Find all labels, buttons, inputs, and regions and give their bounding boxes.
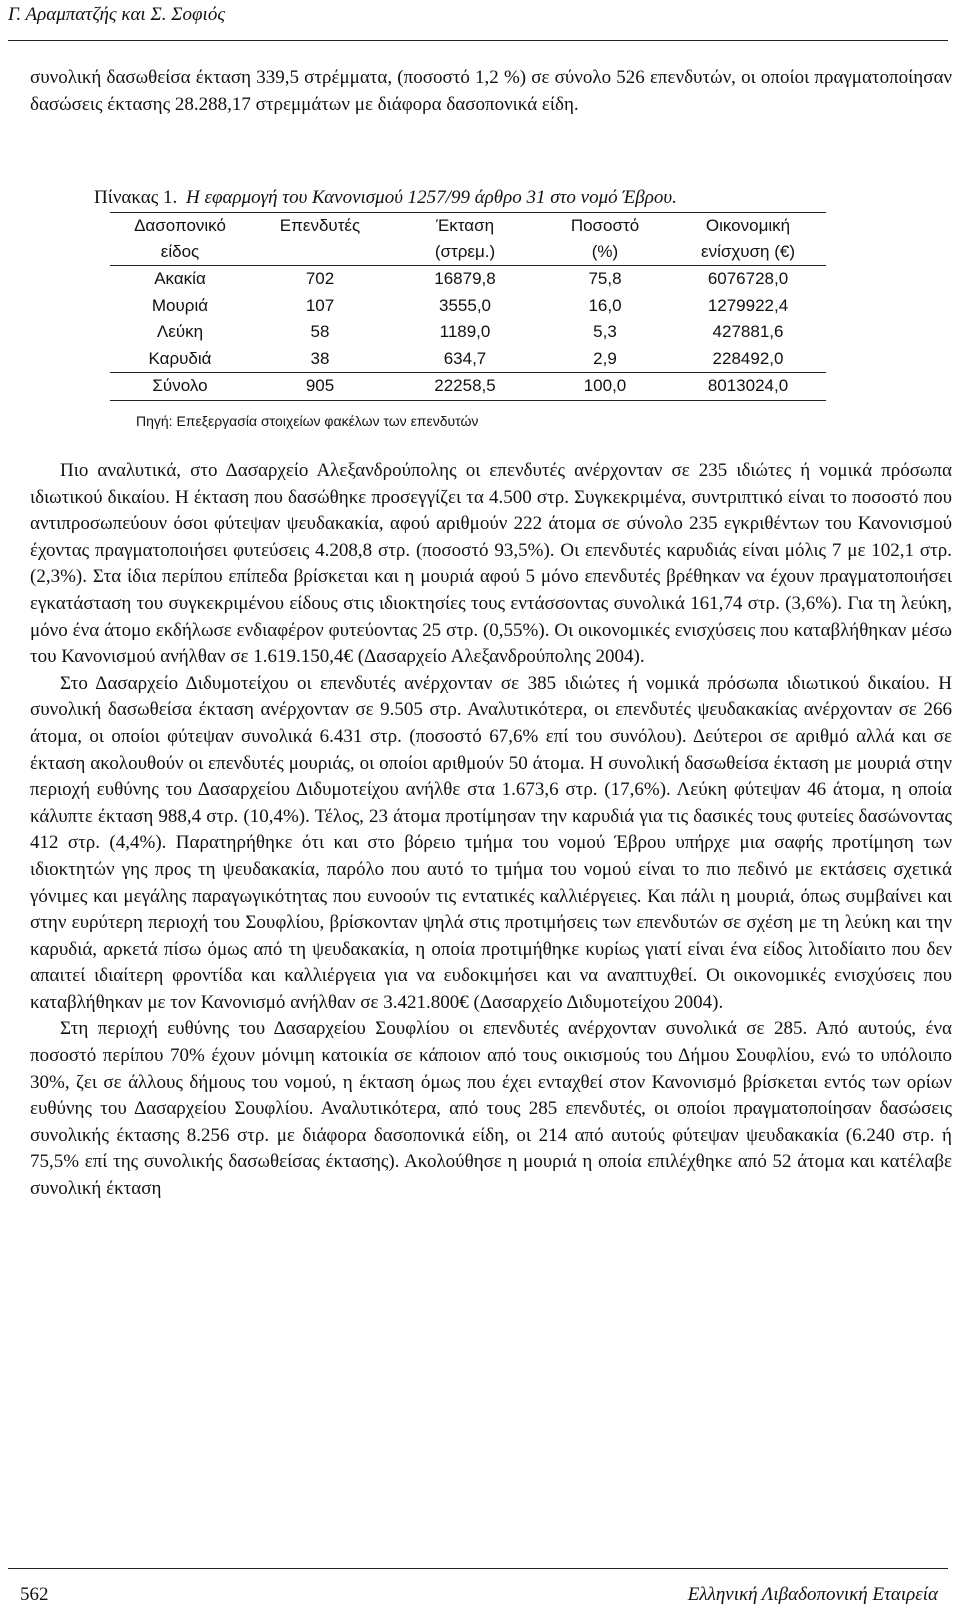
- footer-rule: [8, 1568, 948, 1569]
- table-cell: 16,0: [588, 295, 622, 315]
- table-cell: 75,8: [588, 269, 622, 288]
- column-header-species: Δασοπονικό είδος: [110, 213, 250, 266]
- table-cell: 2,9: [593, 348, 617, 368]
- table-cell: Καρυδιά: [148, 348, 212, 368]
- column-header-percent: Ποσοστό (%): [540, 213, 670, 266]
- table-caption-title: Η εφαρμογή του Κανονισμού 1257/99 άρθρο 31 στο νομό Έβρου.: [186, 187, 677, 208]
- body-text: [30, 458, 952, 1203]
- table-cell: Σύνολο: [110, 373, 250, 401]
- table-cell: 8013024,0: [670, 373, 826, 401]
- table-row: [110, 319, 826, 346]
- data-table: [110, 212, 826, 401]
- body-paragraph: Στο Δασαρχείο Διδυμοτείχου οι επενδυτές ανέρχονταν σε 385 ιδιώτες ή νομικά πρόσωπα ιδιωτικού δικαίου. Η συνολική δασωθείσα έκταση ανέρχονταν σε 9.505 στρ. Αναλυτικότερα, οι επενδυτές ψευδακακίας ανέρχονταν σε 266 άτομα, οι οποίοι φύτεψαν συνολικά 6.431 στρ. (ποσοστό 67,6% επί του συνόλου). Δεύτεροι σε αριθμό αλλά και σε έκταση ακολουθούν οι επενδυτές μουριάς, οι οποίοι αριθμούν 50 άτομα. Η συνολική δασωθείσα έκταση με μουριά στην περιοχή ευθύνης του Δασαρχείου Διδυμοτείχου ανήλθε στα 1.673,6 στρ. (17,6%). Λεύκη φύτεψαν 46 άτομα, η οποία κάλυπτε έκταση 988,4 στρ. (10,4%). Τέλος, 23 άτομα προτίμησαν την καρυδιά για τις δασικές τους φυτείες δασώνοντας 412 στρ. (4,4%). Παρατηρήθηκε ότι και στο βόρειο τμήμα του νομού Έβρου υπήρχε μια σαφής προτίμηση των ιδιοκτητών γης προς τη ψευδακακία, παρόλο που αυτό το τμήμα του νομού είναι το πιο πεδινό με εκτάσεις σχετικά γόνιμες και μεγάλης παραγωγικότητας που ευνοούν τις εντατικές καλλιέργειες. Και πάλι η μουριά, όπως συμβαίνει και στην ευρύτερη περιοχή του Σουφλίου, βρίσκονταν ψηλά στις προτιμήσεις των επενδυτών σε σχέση με τη λεύκη και την καρυδιά, αρκετά πίσω όμως από τη ψευδακακία, η οποία προτιμήθηκε κυρίως γιατί είναι ένα είδος λιτοδίαιτο που δεν απαιτεί ιδιαίτερη φροντίδα και καλλιέργεια για να ευδοκιμήσει και να αναπτυχθεί. Οι οικονομικές ενισχύσεις που καταβλήθηκαν με τον Κανονισμό ανήλθαν σε 3.421.800€ (Δασαρχείο Διδυμοτείχου 2004).: [30, 672, 952, 1013]
- table-cell: 5,3: [593, 322, 617, 341]
- body-paragraph: Στη περιοχή ευθύνης του Δασαρχείου Σουφλίου οι επενδυτές ανέρχονταν συνολικά σε 285. Από αυτούς, ένα ποσοστό περίπου 70% έχουν μόνιμη κατοικία σε κάποιον από τους οικισμούς του Δήμου Σουφλίου, ενώ το υπόλοιπο 30%, ζει σε άλλους δήμους του νομού, η έκταση όμως που έχει ενταχθεί στον Κανονισμό βρίσκεται εντός των ορίων ευθύνης του Δασαρχείου Σουφλίου. Αναλυτικότερα, από τους 285 επενδυτές, οι οποίοι πραγματοποίησαν δασώσεις συνολικής έκτασης 8.256 στρ. με διάφορα δασοπονικά είδη, οι 214 από αυτούς φύτεψαν ψευδακακία (6.240 στρ. ή 75,5% επί της συνολικής δασωθείσας έκτασης). Ακολούθησε η μουριά η οποία επιλέχθηκε από 52 άτομα και κατέλαβε συνολική έκταση: [30, 1018, 952, 1200]
- table-cell: 107: [305, 295, 335, 315]
- column-header-subsidy: Οικονομική ενίσχυση (€): [670, 213, 826, 266]
- table-source-note: Πηγή: Επεξεργασία στοιχείων φακέλων των επενδυτών: [136, 413, 479, 429]
- table-total-row: [110, 373, 826, 401]
- table-row: [110, 266, 826, 293]
- column-header-investors: Επενδυτές: [250, 213, 390, 266]
- body-paragraph: Πιο αναλυτικά, στο Δασαρχείο Αλεξανδρούπολης οι επενδυτές ανέρχονταν σε 235 ιδιώτες ή νομικά πρόσωπα ιδιωτικού δικαίου. Η έκταση που δασώθηκε προσεγγίζει τα 4.500 στρ. Συγκεκριμένα, συντριπτικό είναι το ποσοστό που αντιπροσωπεύουν όσοι φύτεψαν ψευδακακία, αφού αριθμούν 222 άτομα σε σύνολο 235 εγκριθέντων του Κανονισμού έχοντας πραγματοποιήσει φυτεύσεις 4.208,8 στρ. (ποσοστό 93,5%). Οι επενδυτές καρυδιάς είναι μόλις 7 με 102,1 στρ. (2,3%). Στα ίδια περίπου επίπεδα βρίσκεται και η μουριά αφού 5 μόνο επενδυτές βρέθηκαν να έχουν πραγματοποιήσει εγκατάσταση του συγκεκριμένου είδους στις ιδιοκτησίες τους εντάσσοντας συνολικά 161,74 στρ. (3,6%). Για τη λεύκη, μόνο ένα άτομο εκδήλωσε ενδιαφέρον φυτεύοντας 25 στρ. (0,55%). Οι οικονομικές ενισχύσεις που καταβλήθηκαν μέσω του Κανονισμού ανήλθαν σε 1.619.150,4€ (Δασαρχείο Αλεξανδρούπολης 2004).: [30, 460, 952, 668]
- intro-text: συνολική δασωθείσα έκταση 339,5 στρέμματα, (ποσοστό 1,2 %) σε σύνολο 526 επενδυτών, οι οποίοι πραγματοποίησαν δασώσεις έκτασης 28.288,17 στρεμμάτων με διάφορα δασοπονικά είδη.: [30, 67, 952, 115]
- table-cell: 16879,8: [434, 269, 496, 288]
- table-cell: 634,7: [443, 348, 487, 368]
- table-cell: 22258,5: [390, 373, 540, 401]
- table-row: [110, 346, 826, 373]
- header-rule: [8, 40, 948, 41]
- table-cell: 58: [310, 322, 330, 341]
- table-cell: Μουριά: [151, 295, 209, 315]
- table-cell: 38: [310, 348, 330, 368]
- table-cell: 427881,6: [712, 322, 784, 341]
- table-cell: 702: [305, 269, 335, 288]
- table-caption-label: Πίνακας 1.: [94, 187, 178, 208]
- table-header-row: [110, 213, 826, 266]
- table-cell: 3555,0: [439, 295, 491, 315]
- running-head: Γ. Αραμπατζής και Σ. Σοφιός: [8, 4, 226, 25]
- table-cell: Ακακία: [154, 269, 206, 288]
- table-cell: 1279922,4: [707, 295, 789, 315]
- table-cell: Λεύκη: [156, 322, 204, 341]
- column-header-area: Έκταση (στρεμ.): [390, 213, 540, 266]
- table-cell: 1189,0: [439, 322, 491, 341]
- table-cell: 6076728,0: [707, 269, 789, 288]
- table-caption: [94, 184, 894, 212]
- table-cell: 905: [250, 373, 390, 401]
- table-cell: 100,0: [540, 373, 670, 401]
- page-number: 562: [20, 1584, 49, 1605]
- table-row: [110, 293, 826, 320]
- table-cell: 228492,0: [712, 348, 784, 368]
- intro-paragraph: [30, 64, 952, 118]
- publisher-name: Ελληνική Λιβαδοπονική Εταιρεία: [687, 1584, 938, 1605]
